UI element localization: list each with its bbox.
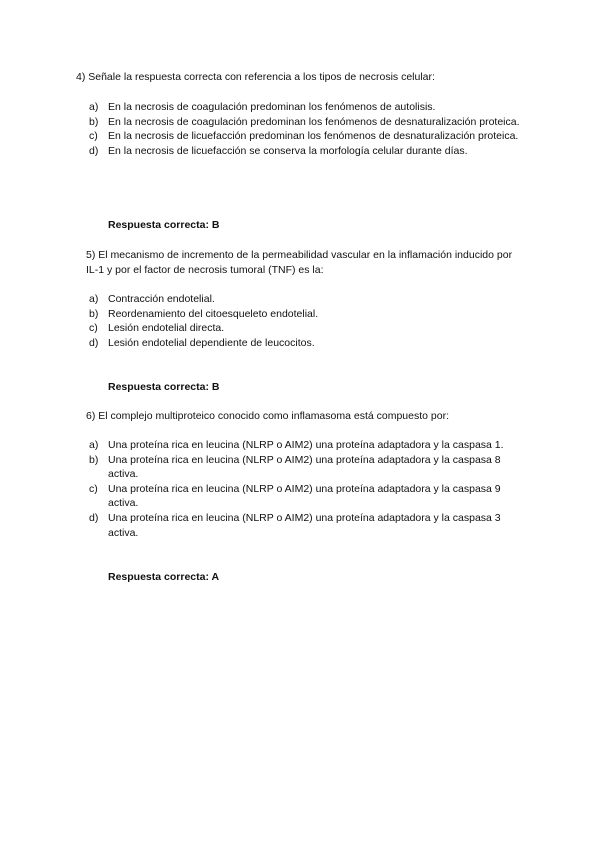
- option-text: En la necrosis de coagulación predominan los fenómenos de desnaturalización proteica.: [108, 115, 520, 128]
- option-a: [86, 438, 526, 453]
- question-text: 6) El complejo multiproteico conocido como inflamasoma está compuesto por:: [86, 410, 450, 422]
- option-letter: b): [89, 307, 99, 320]
- option-letter: a): [89, 439, 99, 451]
- correct-answer: Respuesta correcta: A: [108, 571, 220, 583]
- option-text: En la necrosis de licuefacción se conserva la morfología celular durante días.: [108, 144, 468, 157]
- option-letter: c): [89, 322, 98, 335]
- option-letter: d): [89, 144, 99, 157]
- question-text: 5) El mecanismo de incremento de la permeabilidad vascular en la inflamación inducido por IL-1 y por el factor de necrosis tumoral (TNF) es la:: [86, 249, 513, 276]
- option-b: [86, 115, 526, 130]
- option-letter: a): [89, 101, 99, 113]
- option-letter: d): [89, 336, 99, 349]
- option-text: Una proteína rica en leucina (NLRP o AIM2) una proteína adaptadora y la caspasa 1.: [108, 439, 504, 451]
- option-letter: c): [89, 482, 98, 495]
- options-list: [86, 438, 526, 540]
- option-b: [86, 453, 526, 482]
- question-text: 4) Señale la respuesta correcta con referencia a los tipos de necrosis celular:: [76, 71, 435, 83]
- option-text: Una proteína rica en leucina (NLRP o AIM2) una proteína adaptadora y la caspasa 9 activa.: [108, 482, 501, 510]
- options-list: [86, 100, 526, 158]
- option-letter: a): [89, 293, 99, 305]
- option-text: En la necrosis de licuefacción predominan los fenómenos de desnaturalización proteica.: [108, 130, 519, 143]
- option-text: Reordenamiento del citoesqueleto endotelial.: [108, 307, 319, 320]
- option-text: Una proteína rica en leucina (NLRP o AIM2) una proteína adaptadora y la caspasa 8 activa.: [108, 453, 501, 481]
- correct-answer: Respuesta correcta: B: [108, 219, 220, 231]
- option-text: Una proteína rica en leucina (NLRP o AIM2) una proteína adaptadora y la caspasa 3 activa.: [108, 511, 501, 539]
- options-list: [86, 292, 526, 350]
- option-d: [86, 144, 526, 159]
- option-text: Contracción endotelial.: [108, 293, 215, 305]
- correct-answer: Respuesta correcta: B: [108, 381, 220, 393]
- option-letter: c): [89, 130, 98, 143]
- option-b: [86, 307, 526, 322]
- option-a: [86, 100, 526, 115]
- option-c: [86, 482, 526, 511]
- option-d: [86, 336, 526, 351]
- option-text: Lesión endotelial directa.: [108, 322, 225, 335]
- option-d: [86, 511, 526, 540]
- option-text: En la necrosis de coagulación predominan los fenómenos de autolisis.: [108, 101, 436, 113]
- option-a: [86, 292, 526, 307]
- option-letter: b): [89, 115, 99, 128]
- option-c: [86, 321, 526, 336]
- option-letter: b): [89, 453, 99, 466]
- option-text: Lesión endotelial dependiente de leucocitos.: [108, 336, 315, 349]
- option-c: [86, 129, 526, 144]
- option-letter: d): [89, 511, 99, 524]
